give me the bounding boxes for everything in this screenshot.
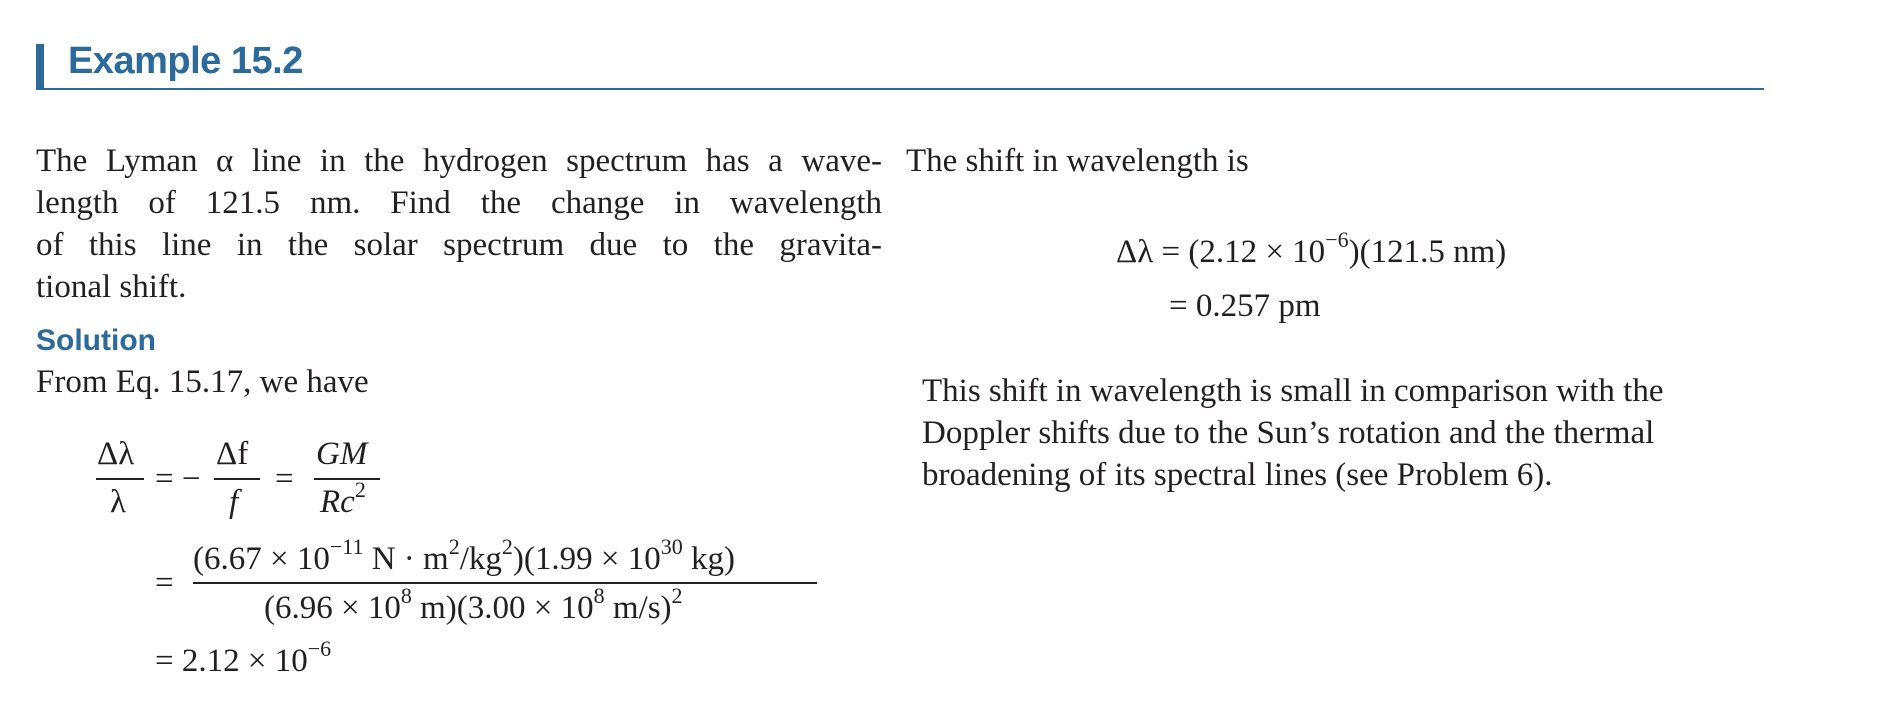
eq1-mid-numerator: Δf xyxy=(216,436,249,472)
conclusion xyxy=(922,370,1768,496)
shift-intro: The shift in wavelength is xyxy=(906,143,1249,179)
eq1-equals-minus: = − xyxy=(155,461,201,497)
eq2-numerator: ($6.67 \times 10^{-11}$ $N \cdot m^2/kg^2)(1.99 \times 10^{30}$ kg) xyxy=(193,534,735,577)
eq1-rhs-denominator: Rc$^2$ xyxy=(320,477,366,520)
solution-intro: From Eq. 15.17, we have xyxy=(36,364,369,400)
problem-line-4: tional shift. xyxy=(36,269,187,305)
eq1-rhs-fraction-bar xyxy=(314,478,380,480)
eq3-result: = $2.12 \times 10^{-6}$ xyxy=(155,636,332,679)
right-column xyxy=(906,140,1746,182)
eq2-fraction-bar xyxy=(193,582,817,584)
shift-equation-line-2: = 0.257 pm xyxy=(1169,288,1321,324)
eq2-equals: = xyxy=(155,565,174,601)
eq1-mid-fraction-bar xyxy=(214,478,260,480)
problem-line-2: length of 121.5 nm. Find the change in wavelength xyxy=(36,185,882,221)
shift-equation-line-1: $\Delta\lambda = (2.12 \times 10^{-6})(121.5$ nm) xyxy=(1116,227,1507,270)
example-title: Example 15.2 xyxy=(68,40,303,82)
eq1-lhs-denominator: λ xyxy=(110,484,127,520)
problem-line-3: of this line in the solar spectrum due to the gravita- xyxy=(36,227,882,263)
problem-line-1: The Lyman α line in the hydrogen spectrum has a wave- xyxy=(36,143,882,179)
conclusion-line-3: broadening of its spectral lines (see Problem 6). xyxy=(922,457,1553,493)
conclusion-line-2: Doppler shifts due to the Sun’s rotation and the thermal xyxy=(922,415,1655,451)
eq1-rhs-numerator: GM xyxy=(316,436,368,472)
eq1-lhs-numerator: Δλ xyxy=(97,436,135,472)
header-accent-bar xyxy=(36,44,44,90)
conclusion-line-1: This shift in wavelength is small in comparison with the xyxy=(922,373,1664,409)
example-header xyxy=(36,40,1764,90)
header-rule xyxy=(36,88,1764,90)
problem-statement xyxy=(36,140,882,308)
eq1-mid-denominator: f xyxy=(229,484,239,520)
eq2-denominator: ($6.96 \times 10^8$ $m)(3.00 \times 10^8$ m/s)$^2$ xyxy=(264,583,683,626)
eq1-equals: = xyxy=(275,461,294,497)
solution-heading: Solution xyxy=(36,324,156,357)
eq1-lhs-fraction-bar xyxy=(96,478,144,480)
